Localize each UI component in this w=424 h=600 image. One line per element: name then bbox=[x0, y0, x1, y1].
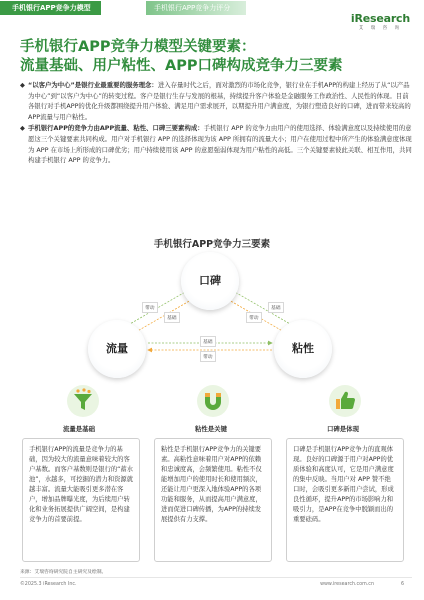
title-line-2: 流量基础、用户粘性、APP口碑构成竞争力三要素 bbox=[20, 58, 343, 74]
label-base: 基础 bbox=[268, 302, 284, 313]
text-box-stickiness: 粘性是手机银行APP竞争力的关键要素。高粘性意味着用户对APP的依赖和忠诚度高，会频繁使用。粘性不仅能增加用户的使用时长和使用频次，还能让用户更深入地体验APP的各项功能和服务，从而提高用户满意度，进而促进口碑传播，为APP的持续发展提供有力支撑。 bbox=[154, 438, 272, 562]
icon-row bbox=[28, 384, 398, 420]
logo-brand: iResearch bbox=[350, 12, 410, 25]
tab-competitiveness-score[interactable]: 手机银行APP竞争力评分 bbox=[146, 1, 246, 15]
bullet-text: 进入存量时代之后，面对激烈的市场化竞争，银行业在手机APP的构建上经历了从“以产品为中心”到“以客户为中心”的转变过程。客户是银行生存与发展的根基，持续提升客户体验是金融服务工作政治性、人民性的体现。目前各银行对手机APP的优化升级都围绕提升用户体验、满足用户需求展开，以期提升用户满意度，为银行塑造良好的口碑，进而带来较高的APP流量与用户粘性。 bbox=[28, 81, 411, 121]
tab-competitiveness-model[interactable]: 手机银行APP竞争力模型 bbox=[0, 1, 101, 15]
logo-sub: 艾 瑞 咨 询 bbox=[358, 26, 403, 31]
website-link[interactable]: www.iresearch.com.cn bbox=[320, 582, 374, 587]
bullet-list bbox=[20, 80, 412, 167]
caption-traffic: 流量是基础 bbox=[63, 425, 95, 433]
three-elements-diagram bbox=[60, 250, 360, 380]
source-note: 来源：艾瑞咨询研究院自主研究及绘制。 bbox=[20, 570, 107, 575]
page-title bbox=[20, 38, 410, 76]
node-stickiness: 粘性 bbox=[274, 320, 332, 378]
diamond-bullet-icon: ◆ bbox=[20, 124, 25, 133]
copyright: ©2025.3 iResearch Inc. bbox=[20, 582, 77, 587]
bullet-heading: “以客户为中心”是银行业最重要的服务理念： bbox=[28, 81, 158, 89]
bullet-item bbox=[20, 80, 412, 122]
page-number: 6 bbox=[400, 582, 404, 587]
node-word-of-mouth: 口碑 bbox=[181, 252, 239, 310]
iresearch-logo bbox=[351, 12, 410, 31]
node-traffic: 流量 bbox=[88, 320, 146, 378]
diagram-title: 手机银行APP竞争力三要素 bbox=[153, 239, 271, 250]
bullet-heading: 手机银行APP的竞争力由APP流量、粘性、口碑三要素构成： bbox=[28, 124, 204, 133]
footer-divider bbox=[20, 577, 412, 578]
label-drive: 带动 bbox=[246, 312, 262, 323]
label-drive: 带动 bbox=[200, 351, 216, 362]
label-drive: 带动 bbox=[142, 302, 158, 313]
bullet-text: 手机银行 APP 的竞争力由用户的使用选择、体验满意度以及持续使用的意愿这三个关键要素共同构成。用户对手机银行 APP 的选择体现为该 APP 所拥有的流量大小；用户在使用过程中所产生的体验满意度体现为 APP 在市场上所形成的口碑优劣；用户持续使用该 APP 的意愿强弱体现为用户粘性的高低。三个关键要素彼此关联、相互作用，共同构建手机银行 APP 的竞争力。 bbox=[28, 124, 412, 165]
text-box-traffic: 手机银行APP的流量是竞争力的基础，因为较大的流量意味着较大的客户基数。而客户基数则是银行的“蓄水池”，水越多，可挖掘的潜力和资源就越丰富。流量大能吸引更多潜在客户，增加品牌曝光度，为后续用户转化和业务拓展提供广阔空间，是构建竞争力的首要前提。 bbox=[22, 438, 140, 562]
thumbs-up-icon bbox=[328, 384, 362, 418]
text-box-word-of-mouth: 口碑是手机银行APP竞争力的直观体现。良好的口碑源于用户对APP的优质体验和高度认可，它是用户满意度的集中反映。当用户对 APP 赞不绝口时，会吸引更多新用户尝试，形成良性循环，提升APP的市场影响力和吸引力，是APP在竞争中脱颖而出的重要砝码。 bbox=[286, 438, 404, 562]
caption-word-of-mouth: 口碑是体现 bbox=[327, 425, 359, 433]
magnet-icon bbox=[196, 384, 230, 418]
label-base: 基础 bbox=[164, 312, 180, 323]
title-line-1: 手机银行APP竞争力模型关键要素： bbox=[20, 39, 256, 55]
label-base: 基础 bbox=[200, 336, 216, 347]
bullet-item bbox=[20, 123, 412, 165]
caption-stickiness: 粘性是关键 bbox=[195, 425, 227, 433]
funnel-icon bbox=[66, 384, 100, 418]
diamond-bullet-icon: ◆ bbox=[20, 81, 25, 89]
